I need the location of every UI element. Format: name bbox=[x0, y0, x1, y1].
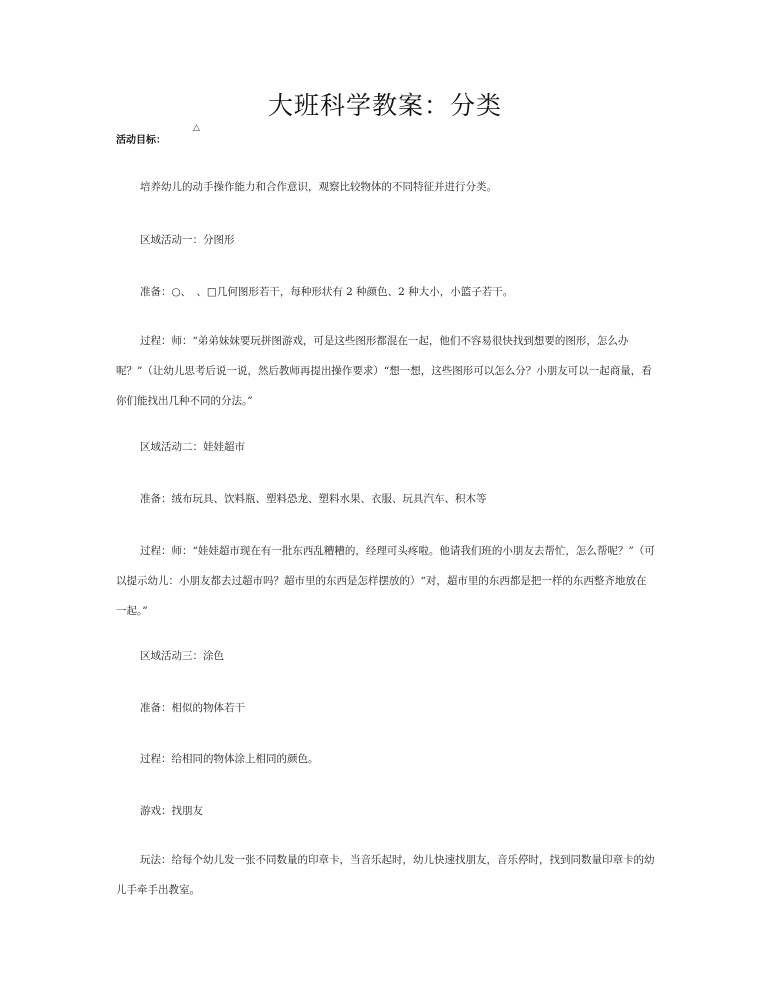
triangle-mark-icon: △ bbox=[193, 123, 200, 133]
paragraph-goal: 培养幼儿的动手操作能力和合作意识，观察比较物体的不同特征并进行分类。 bbox=[140, 181, 497, 193]
heading-activity-two: 区域活动二：娃娃超市 bbox=[140, 441, 245, 453]
heading-game: 游戏：找朋友 bbox=[140, 805, 203, 817]
heading-activity-three: 区域活动三：涂色 bbox=[140, 650, 224, 662]
paragraph-process-two: 过程：师：“娃娃超市现在有一批东西乱糟糟的，经理可头疼啦。他请我们班的小朋友去帮忙，怎么帮呢？”（可以提示幼儿：小朋友都去过超市吗？超市里的东西是怎样摆放的）“对，超市里的东西都是把一样的东西整齐地放在一起。” bbox=[116, 545, 655, 617]
paragraph-game-rules: 玩法：给每个幼儿发一张不同数量的印章卡，当音乐起时，幼儿快速找朋友，音乐停时，找到同数量印章卡的幼儿手牵手出教室。 bbox=[116, 854, 655, 896]
heading-activity-one: 区域活动一：分图形 bbox=[140, 234, 235, 246]
goal-label: 活动目标： bbox=[116, 135, 166, 146]
page-title: 大班科学教案：分类 bbox=[267, 91, 502, 120]
paragraph-prep-two: 准备：绒布玩具、饮料瓶、塑料恐龙、塑料水果、衣服、玩具汽车、积木等 bbox=[140, 493, 487, 505]
paragraph-prep-three: 准备：相似的物体若干 bbox=[140, 702, 245, 714]
paragraph-process-one: 过程：师：“弟弟妹妹要玩拼图游戏，可是这些图形都混在一起，他们不容易很快找到想要的图形，怎么办呢？”（让幼儿思考后说一说，然后教师再提出操作要求）“想一想，这些图形可以怎么分？小朋友可以一起商量，看你们能找出几种不同的分法。” bbox=[116, 335, 652, 407]
paragraph-process-three: 过程：给相同的物体涂上相同的颜色。 bbox=[140, 753, 319, 765]
paragraph-prep-one: 准备：○、 、□几何图形若干，每种形状有 2 种颜色、2 种大小，小篮子若干。 bbox=[140, 286, 514, 298]
